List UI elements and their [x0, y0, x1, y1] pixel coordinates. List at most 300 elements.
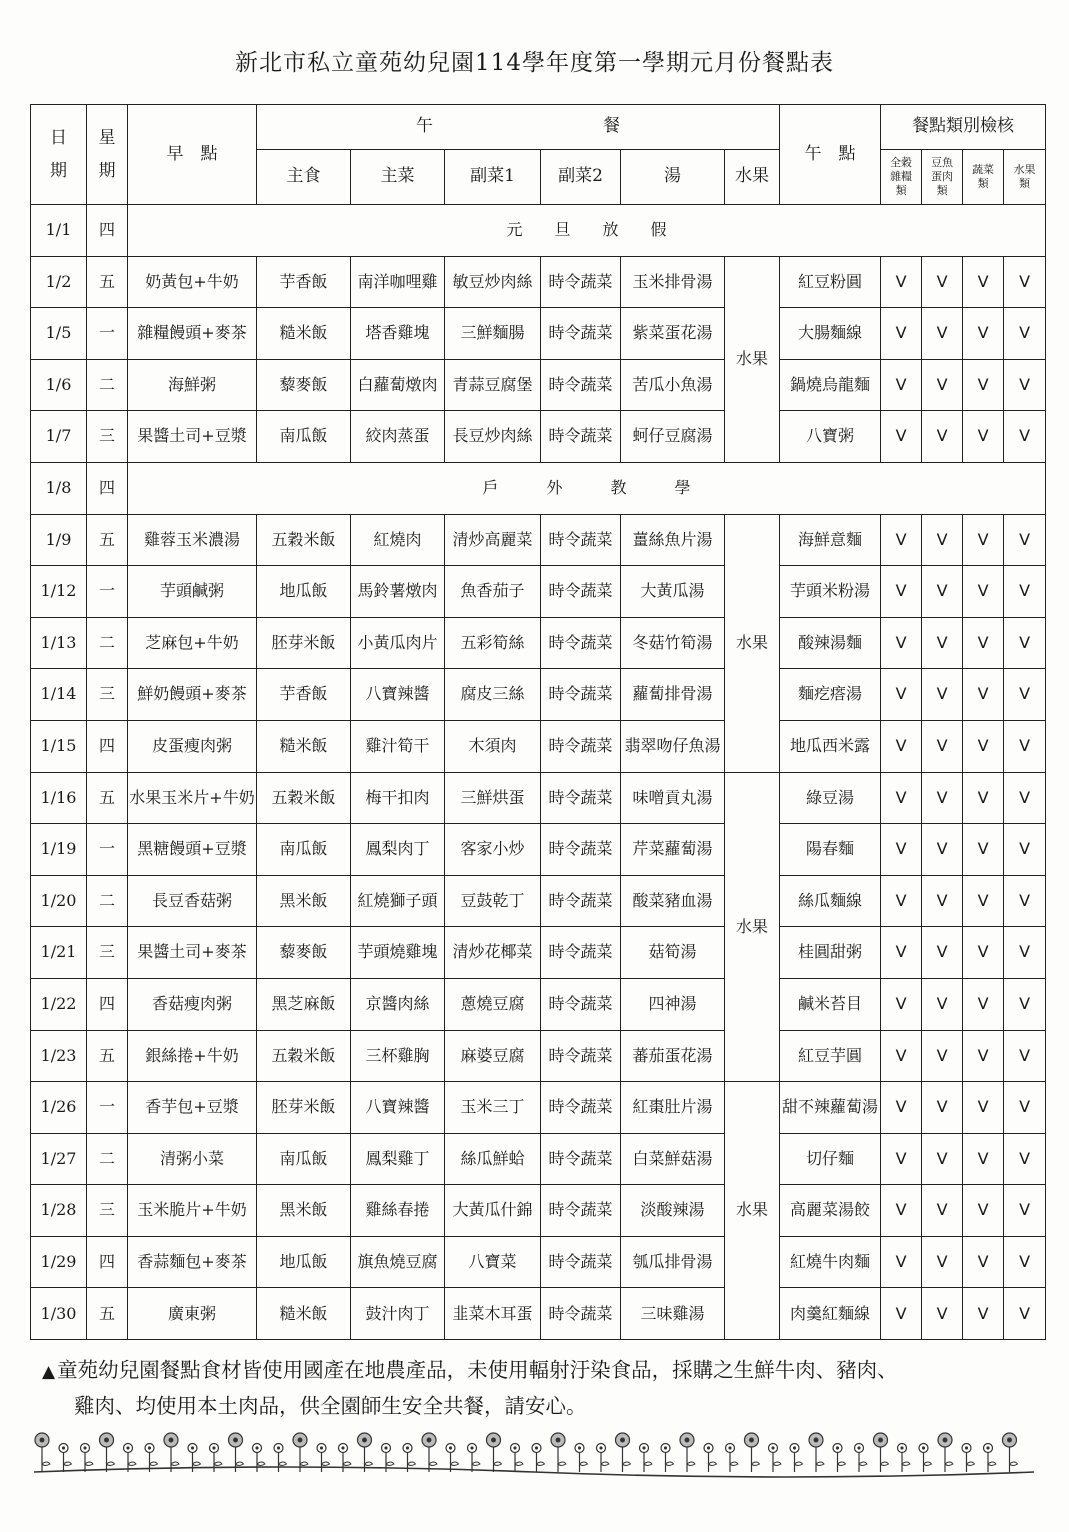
leaf-icon: [236, 1462, 244, 1466]
leaf-icon: [42, 1462, 50, 1466]
side-dish1-cell: 魚香茄子: [445, 566, 541, 618]
weekday-cell: 四: [87, 1236, 128, 1288]
flower-center: [707, 1446, 710, 1449]
table-row: [31, 824, 1046, 876]
snack-cell: 紅豆粉圓: [780, 256, 881, 308]
leaf-icon: [709, 1462, 717, 1466]
breakfast-cell: 黑糖饅頭+豆漿: [128, 824, 257, 876]
check-protein: V: [922, 669, 963, 721]
date-cell: 1/29: [31, 1236, 87, 1288]
side-dish2-cell: 時令蔬菜: [541, 566, 621, 618]
header-staple: 主食: [257, 150, 351, 205]
header-check-fruit: 水果 類: [1004, 150, 1046, 205]
breakfast-cell: 清粥小菜: [128, 1133, 257, 1185]
side-dish1-cell: 麻婆豆腐: [445, 1030, 541, 1082]
soup-cell: 淡酸辣湯: [621, 1185, 725, 1237]
check-fruit: V: [1004, 617, 1046, 669]
flower-center: [943, 1438, 948, 1443]
check-protein: V: [922, 1133, 963, 1185]
leaf-icon: [816, 1462, 824, 1466]
table-row: [31, 669, 1046, 721]
leaf-icon: [279, 1462, 287, 1466]
date-cell: 1/5: [31, 308, 87, 360]
leaf-icon: [171, 1462, 179, 1466]
flower-center: [320, 1446, 323, 1449]
check-grains: V: [881, 1185, 922, 1237]
header-snack: 午 點: [780, 105, 881, 205]
header-main-dish: 主菜: [351, 150, 445, 205]
flower-center: [427, 1438, 432, 1443]
staple-cell: 五穀米飯: [257, 772, 351, 824]
flower-center: [104, 1438, 109, 1443]
check-grains: V: [881, 566, 922, 618]
check-veg: V: [963, 617, 1004, 669]
breakfast-cell: 海鮮粥: [128, 359, 257, 411]
flower-center: [212, 1446, 215, 1449]
table-row: [31, 875, 1046, 927]
staple-cell: 黑芝麻飯: [257, 978, 351, 1030]
snack-cell: 八寶粥: [780, 411, 881, 463]
flower-border-decoration: [34, 1428, 1034, 1488]
side-dish1-cell: 大黃瓜什錦: [445, 1185, 541, 1237]
main-dish-cell: 梅干扣肉: [351, 772, 445, 824]
date-cell: 1/7: [31, 411, 87, 463]
leaf-icon: [537, 1462, 545, 1466]
check-protein: V: [922, 720, 963, 772]
flower-center: [255, 1446, 258, 1449]
breakfast-cell: 果醬土司+豆漿: [128, 411, 257, 463]
check-veg: V: [963, 927, 1004, 979]
breakfast-cell: 奶黃包+牛奶: [128, 256, 257, 308]
side-dish1-cell: 客家小炒: [445, 824, 541, 876]
check-grains: V: [881, 617, 922, 669]
side-dish1-cell: 蔥燒豆腐: [445, 978, 541, 1030]
date-cell: 1/23: [31, 1030, 87, 1082]
breakfast-cell: 玉米脆片+牛奶: [128, 1185, 257, 1237]
side-dish1-cell: 韭菜木耳蛋: [445, 1288, 541, 1340]
side-dish2-cell: 時令蔬菜: [541, 1030, 621, 1082]
side-dish2-cell: 時令蔬菜: [541, 772, 621, 824]
leaf-icon: [365, 1462, 373, 1466]
header-check-group: 餐點類別檢核: [881, 105, 1046, 150]
check-grains: V: [881, 1133, 922, 1185]
leaf-icon: [300, 1462, 308, 1466]
table-row: [31, 1288, 1046, 1340]
leaf-icon: [322, 1462, 330, 1466]
header-side2: 副菜2: [541, 150, 621, 205]
flower-center: [491, 1438, 496, 1443]
main-dish-cell: 八寶辣醬: [351, 1082, 445, 1134]
leaf-icon: [128, 1462, 136, 1466]
soup-cell: 菇筍湯: [621, 927, 725, 979]
header-lunch: 午 餐: [257, 105, 780, 150]
side-dish1-cell: 長豆炒肉絲: [445, 411, 541, 463]
main-dish-cell: 旗魚燒豆腐: [351, 1236, 445, 1288]
weekday-cell: 三: [87, 669, 128, 721]
leaf-icon: [257, 1462, 265, 1466]
check-fruit: V: [1004, 566, 1046, 618]
leaf-icon: [945, 1462, 953, 1466]
check-veg: V: [963, 1030, 1004, 1082]
weekday-cell: 一: [87, 824, 128, 876]
check-protein: V: [922, 1082, 963, 1134]
header-check-protein: 豆魚 蛋肉 類: [922, 150, 963, 205]
snack-cell: 紅豆芋圓: [780, 1030, 881, 1082]
flower-center: [1007, 1438, 1012, 1443]
leaf-icon: [838, 1462, 846, 1466]
check-grains: V: [881, 1236, 922, 1288]
date-cell: 1/2: [31, 256, 87, 308]
check-grains: V: [881, 359, 922, 411]
leaf-icon: [580, 1462, 588, 1466]
side-dish1-cell: 三鮮烘蛋: [445, 772, 541, 824]
flower-center: [40, 1438, 45, 1443]
check-protein: V: [922, 359, 963, 411]
flower-center: [556, 1438, 561, 1443]
check-grains: V: [881, 978, 922, 1030]
check-protein: V: [922, 772, 963, 824]
flower-center: [83, 1446, 86, 1449]
staple-cell: 五穀米飯: [257, 514, 351, 566]
meal-table: [30, 104, 1046, 1340]
flower-center: [922, 1446, 925, 1449]
snack-cell: 切仔麵: [780, 1133, 881, 1185]
weekday-cell: 一: [87, 1082, 128, 1134]
breakfast-cell: 雜糧饅頭+麥茶: [128, 308, 257, 360]
staple-cell: 胚芽米飯: [257, 617, 351, 669]
staple-cell: 黑米飯: [257, 875, 351, 927]
table-row: [31, 359, 1046, 411]
check-fruit: V: [1004, 669, 1046, 721]
flower-center: [470, 1446, 473, 1449]
side-dish2-cell: 時令蔬菜: [541, 978, 621, 1030]
check-protein: V: [922, 617, 963, 669]
flower-center: [406, 1446, 409, 1449]
leaf-icon: [687, 1462, 695, 1466]
flower-center: [62, 1446, 65, 1449]
side-dish1-cell: 腐皮三絲: [445, 669, 541, 721]
staple-cell: 南瓜飯: [257, 824, 351, 876]
main-dish-cell: 三杯雞胸: [351, 1030, 445, 1082]
breakfast-cell: 芋頭鹹粥: [128, 566, 257, 618]
weekday-cell: 五: [87, 1288, 128, 1340]
header-date: 日 期: [31, 105, 87, 205]
side-dish1-cell: 三鮮麵腸: [445, 308, 541, 360]
staple-cell: 糙米飯: [257, 720, 351, 772]
snack-cell: 大腸麵線: [780, 308, 881, 360]
check-grains: V: [881, 875, 922, 927]
page-title: 新北市私立童苑幼兒園114學年度第一學期元月份餐點表: [235, 50, 834, 76]
flower-center: [126, 1446, 129, 1449]
snack-cell: 酸辣湯麵: [780, 617, 881, 669]
weekday-cell: 五: [87, 1030, 128, 1082]
table-row: [31, 411, 1046, 463]
table-row: [31, 927, 1046, 979]
breakfast-cell: 鮮奶饅頭+麥茶: [128, 669, 257, 721]
leaf-icon: [752, 1462, 760, 1466]
side-dish2-cell: 時令蔬菜: [541, 720, 621, 772]
side-dish2-cell: 時令蔬菜: [541, 669, 621, 721]
date-cell: 1/21: [31, 927, 87, 979]
breakfast-cell: 香蒜麵包+麥茶: [128, 1236, 257, 1288]
check-veg: V: [963, 308, 1004, 360]
main-dish-cell: 絞肉蒸蛋: [351, 411, 445, 463]
date-cell: 1/20: [31, 875, 87, 927]
date-cell: 1/15: [31, 720, 87, 772]
main-dish-cell: 雞絲春捲: [351, 1185, 445, 1237]
leaf-icon: [902, 1462, 910, 1466]
snack-cell: 海鮮意麵: [780, 514, 881, 566]
leaf-icon: [795, 1462, 803, 1466]
weekday-cell: 一: [87, 566, 128, 618]
staple-cell: 地瓜飯: [257, 1236, 351, 1288]
weekday-cell: 三: [87, 411, 128, 463]
soup-cell: 薑絲魚片湯: [621, 514, 725, 566]
flower-center: [277, 1446, 280, 1449]
leaf-icon: [881, 1462, 889, 1466]
check-veg: V: [963, 1133, 1004, 1185]
check-grains: V: [881, 824, 922, 876]
weekday-cell: 二: [87, 875, 128, 927]
header-soup: 湯: [621, 150, 725, 205]
check-protein: V: [922, 256, 963, 308]
snack-cell: 甜不辣蘿蔔湯: [780, 1082, 881, 1134]
flower-center: [449, 1446, 452, 1449]
leaf-icon: [343, 1462, 351, 1466]
check-protein: V: [922, 1288, 963, 1340]
event-note: 戶 外 教 學: [128, 462, 1046, 514]
main-dish-cell: 白蘿蔔燉肉: [351, 359, 445, 411]
leaf-icon: [773, 1462, 781, 1466]
staple-cell: 藜麥飯: [257, 927, 351, 979]
snack-cell: 高麗菜湯餃: [780, 1185, 881, 1237]
soup-cell: 三味雞湯: [621, 1288, 725, 1340]
side-dish2-cell: 時令蔬菜: [541, 875, 621, 927]
table-row: [31, 1082, 1046, 1134]
main-dish-cell: 鳳梨肉丁: [351, 824, 445, 876]
main-dish-cell: 鼓汁肉丁: [351, 1288, 445, 1340]
table-row: [31, 617, 1046, 669]
side-dish2-cell: 時令蔬菜: [541, 1236, 621, 1288]
weekday-cell: 五: [87, 256, 128, 308]
header-weekday: 星 期: [87, 105, 128, 205]
flower-center: [836, 1446, 839, 1449]
flower-center: [191, 1446, 194, 1449]
staple-cell: 南瓜飯: [257, 411, 351, 463]
check-grains: V: [881, 1082, 922, 1134]
date-cell: 1/16: [31, 772, 87, 824]
date-cell: 1/22: [31, 978, 87, 1030]
check-veg: V: [963, 359, 1004, 411]
check-fruit: V: [1004, 1288, 1046, 1340]
check-fruit: V: [1004, 875, 1046, 927]
check-protein: V: [922, 824, 963, 876]
check-fruit: V: [1004, 772, 1046, 824]
soup-cell: 玉米排骨湯: [621, 256, 725, 308]
side-dish2-cell: 時令蔬菜: [541, 256, 621, 308]
check-fruit: V: [1004, 1185, 1046, 1237]
leaf-icon: [924, 1462, 932, 1466]
date-cell: 1/26: [31, 1082, 87, 1134]
check-fruit: V: [1004, 514, 1046, 566]
weekday-cell: 五: [87, 772, 128, 824]
weekday-cell: 二: [87, 1133, 128, 1185]
check-protein: V: [922, 1236, 963, 1288]
check-grains: V: [881, 308, 922, 360]
leaf-icon: [85, 1462, 93, 1466]
breakfast-cell: 香菇瘦肉粥: [128, 978, 257, 1030]
flower-center: [728, 1446, 731, 1449]
date-cell: 1/19: [31, 824, 87, 876]
weekday-cell: 一: [87, 308, 128, 360]
staple-cell: 黑米飯: [257, 1185, 351, 1237]
date-cell: 1/12: [31, 566, 87, 618]
leaf-icon: [601, 1462, 609, 1466]
check-grains: V: [881, 411, 922, 463]
snack-cell: 麵疙瘩湯: [780, 669, 881, 721]
leaf-icon: [429, 1462, 437, 1466]
check-veg: V: [963, 411, 1004, 463]
staple-cell: 糙米飯: [257, 308, 351, 360]
snack-cell: 肉羹紅麵線: [780, 1288, 881, 1340]
snack-cell: 芋頭米粉湯: [780, 566, 881, 618]
soup-cell: 苦瓜小魚湯: [621, 359, 725, 411]
check-veg: V: [963, 669, 1004, 721]
side-dish1-cell: 五彩筍絲: [445, 617, 541, 669]
weekday-cell: 四: [87, 720, 128, 772]
check-fruit: V: [1004, 1082, 1046, 1134]
weekday-cell: 四: [87, 978, 128, 1030]
weekday-cell: 二: [87, 617, 128, 669]
soup-cell: 味噌貢丸湯: [621, 772, 725, 824]
side-dish1-cell: 豆鼓乾丁: [445, 875, 541, 927]
check-grains: V: [881, 927, 922, 979]
side-dish2-cell: 時令蔬菜: [541, 927, 621, 979]
breakfast-cell: 廣東粥: [128, 1288, 257, 1340]
check-grains: V: [881, 256, 922, 308]
check-veg: V: [963, 1288, 1004, 1340]
notice-line-1: 童苑幼兒園餐點食材皆使用國產在地農產品，未使用輻射汙染食品，採購之生鮮牛肉、豬肉、: [57, 1358, 898, 1382]
side-dish2-cell: 時令蔬菜: [541, 824, 621, 876]
check-veg: V: [963, 514, 1004, 566]
snack-cell: 地瓜西米露: [780, 720, 881, 772]
flower-center: [664, 1446, 667, 1449]
flower-center: [148, 1446, 151, 1449]
check-grains: V: [881, 514, 922, 566]
check-veg: V: [963, 1236, 1004, 1288]
flower-center: [685, 1438, 690, 1443]
check-veg: V: [963, 772, 1004, 824]
side-dish1-cell: 清炒高麗菜: [445, 514, 541, 566]
snack-cell: 絲瓜麵線: [780, 875, 881, 927]
breakfast-cell: 水果玉米片+牛奶: [128, 772, 257, 824]
check-fruit: V: [1004, 411, 1046, 463]
breakfast-cell: 芝麻包+牛奶: [128, 617, 257, 669]
header-fruit: 水果: [725, 150, 780, 205]
check-protein: V: [922, 875, 963, 927]
leaf-icon: [558, 1462, 566, 1466]
staple-cell: 五穀米飯: [257, 1030, 351, 1082]
leaf-icon: [1010, 1462, 1018, 1466]
table-row: [31, 1030, 1046, 1082]
table-row: [31, 978, 1046, 1030]
table-row: [31, 514, 1046, 566]
table-row: [31, 1236, 1046, 1288]
table-row: [31, 1133, 1046, 1185]
check-grains: V: [881, 1030, 922, 1082]
side-dish2-cell: 時令蔬菜: [541, 1133, 621, 1185]
side-dish1-cell: 絲瓜鮮蛤: [445, 1133, 541, 1185]
flower-center: [965, 1446, 968, 1449]
side-dish2-cell: 時令蔬菜: [541, 1185, 621, 1237]
main-dish-cell: 鳳梨雞丁: [351, 1133, 445, 1185]
staple-cell: 南瓜飯: [257, 1133, 351, 1185]
check-fruit: V: [1004, 978, 1046, 1030]
flower-center: [298, 1438, 303, 1443]
check-protein: V: [922, 978, 963, 1030]
main-dish-cell: 雞汁筍干: [351, 720, 445, 772]
weekday-cell: 四: [87, 462, 128, 514]
check-fruit: V: [1004, 824, 1046, 876]
snack-cell: 紅燒牛肉麵: [780, 1236, 881, 1288]
soup-cell: 蘿蔔排骨湯: [621, 669, 725, 721]
side-dish1-cell: 八寶菜: [445, 1236, 541, 1288]
soup-cell: 蚵仔豆腐湯: [621, 411, 725, 463]
flower-center: [599, 1446, 602, 1449]
side-dish1-cell: 青蒜豆腐堡: [445, 359, 541, 411]
flower-center: [814, 1438, 819, 1443]
check-veg: V: [963, 720, 1004, 772]
main-dish-cell: 京醬肉絲: [351, 978, 445, 1030]
soup-cell: 芹菜蘿蔔湯: [621, 824, 725, 876]
leaf-icon: [386, 1462, 394, 1466]
leaf-icon: [107, 1462, 115, 1466]
check-fruit: V: [1004, 308, 1046, 360]
side-dish2-cell: 時令蔬菜: [541, 1082, 621, 1134]
side-dish2-cell: 時令蔬菜: [541, 617, 621, 669]
flower-center: [384, 1446, 387, 1449]
table-row: [31, 1185, 1046, 1237]
date-cell: 1/9: [31, 514, 87, 566]
check-protein: V: [922, 308, 963, 360]
flower-center: [169, 1438, 174, 1443]
breakfast-cell: 雞蓉玉米濃湯: [128, 514, 257, 566]
fruit-cell: 水果: [725, 514, 780, 772]
leaf-icon: [644, 1462, 652, 1466]
side-dish2-cell: 時令蔬菜: [541, 359, 621, 411]
breakfast-cell: 皮蛋瘦肉粥: [128, 720, 257, 772]
flower-center: [642, 1446, 645, 1449]
soup-cell: 四神湯: [621, 978, 725, 1030]
staple-cell: 糙米飯: [257, 1288, 351, 1340]
table-row: [31, 308, 1046, 360]
check-veg: V: [963, 566, 1004, 618]
weekday-cell: 四: [87, 205, 128, 257]
table-row: [31, 462, 1046, 514]
main-dish-cell: 塔香雞塊: [351, 308, 445, 360]
soup-cell: 瓠瓜排骨湯: [621, 1236, 725, 1288]
check-fruit: V: [1004, 1030, 1046, 1082]
leaf-icon: [408, 1462, 416, 1466]
notice-line-2: 雞肉、均使用本土肉品，供全園師生安全共餐，請安心。: [74, 1394, 587, 1418]
fruit-cell: 水果: [725, 772, 780, 1082]
leaf-icon: [150, 1462, 158, 1466]
flower-center: [857, 1446, 860, 1449]
check-protein: V: [922, 566, 963, 618]
snack-cell: 綠豆湯: [780, 772, 881, 824]
check-grains: V: [881, 772, 922, 824]
side-dish2-cell: 時令蔬菜: [541, 308, 621, 360]
